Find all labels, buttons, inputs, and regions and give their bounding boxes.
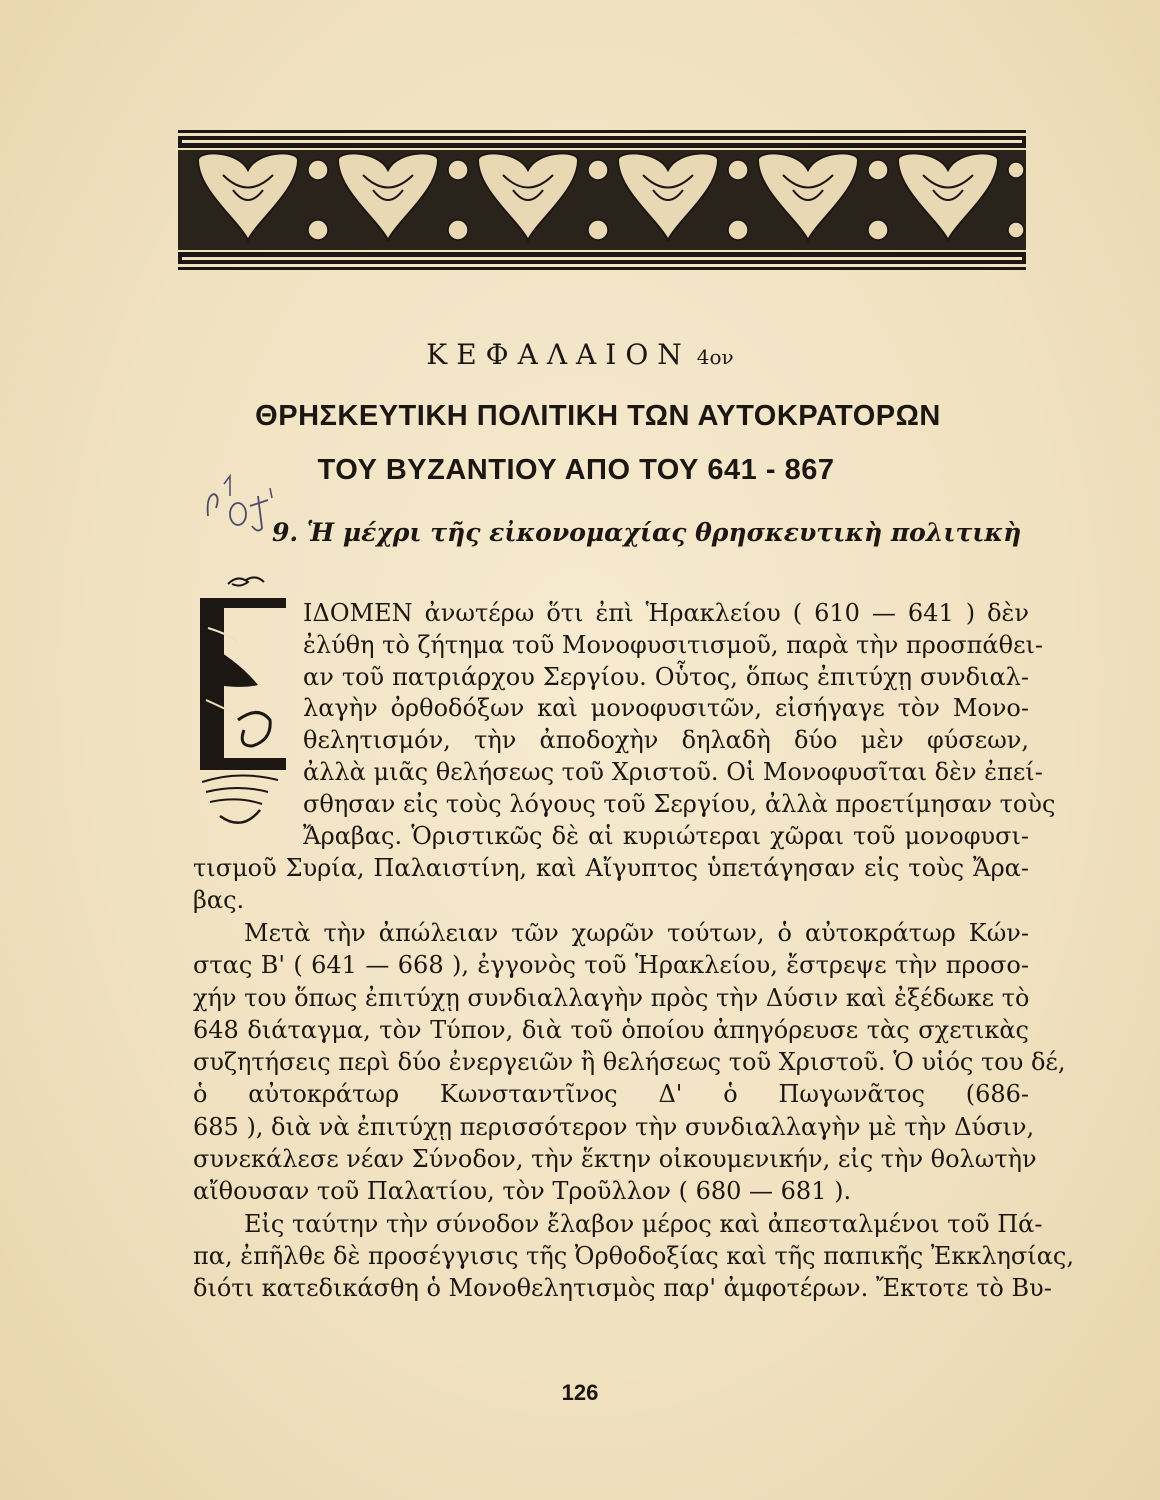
body-line: ἀλλὰ μιᾶς θελήσεως τοῦ Χριστοῦ. Οἱ Μονοφυσῖται δὲν ἐπεί- [303, 758, 1043, 786]
page-number: 126 [561, 1380, 599, 1405]
ornamental-border [178, 130, 1026, 270]
body-line: 648 διάταγμα, τὸν Τύπον, διὰ τοῦ ὁποίου ἀπηγόρευσε τὰς σχετικὰς [193, 1016, 1029, 1044]
body-line: στας Β' ( 641 — 668 ), ἐγγονὸς τοῦ Ἡρακλείου, ἔστρεψε τὴν προσο- [193, 951, 1029, 979]
body-line: ὁ αὐτοκράτωρ Κωνσταντῖνος Δ' ὁ Πωγωνᾶτος (686- [193, 1080, 1029, 1108]
section-heading: 9. Ἡ μέχρι τῆς εἰκονομαχίας θρησκευτικὴ πολιτικὴ [272, 518, 1022, 547]
chapter-heading [0, 338, 1160, 371]
body-line: σθησαν εἰς τοὺς λόγους τοῦ Σεργίου, ἀλλὰ προετίμησαν τοὺς [303, 790, 1056, 818]
chapter-title-line1: ΘΡΗΣΚΕΥΤΙΚΗ ΠΟΛΙΤΙΚΗ ΤΩΝ ΑΥΤΟΚΡΑΤΟΡΩΝ [255, 400, 941, 432]
body-line: ἐλύθη τὸ ζήτημα τοῦ Μονοφυσιτισμοῦ, παρὰ τὴν προσπάθει- [303, 631, 1044, 659]
body-line: βας. [193, 886, 245, 914]
chapter-number: 4ον [696, 345, 734, 369]
body-line: ΙΔΟΜΕΝ ἀνωτέρω ὅτι ἐπὶ Ἡρακλείου ( 610 — 641 ) δὲν [303, 599, 1029, 627]
body-line: χήν του ὅπως ἐπιτύχῃ συνδιαλλαγὴν πρὸς τὴν Δύσιν καὶ ἐξέδωκε τὸ [193, 984, 1030, 1012]
body-line: πα, ἐπῆλθε δὲ προσέγγισις τῆς Ὀρθοδοξίας καὶ τῆς παπικῆς Ἐκκλησίας, [193, 1242, 1074, 1270]
body-line: θελητισμόν, τὴν ἀποδοχὴν δηλαδὴ δύο μὲν φύσεων, [303, 726, 1029, 754]
chapter-label: ΚΕΦΑΛΑΙΟΝ [426, 338, 691, 371]
dropcap-epsilon [198, 570, 288, 840]
body-line: αν τοῦ πατριάρχου Σεργίου. Οὗτος, ὅπως ἐπιτύχῃ συνδιαλ- [303, 663, 1029, 691]
body-line: συζητήσεις περὶ δύο ἐνεργειῶν ἢ θελήσεως τοῦ Χριστοῦ. Ὁ υἱός του δέ, [193, 1048, 1066, 1076]
body-line: τισμοῦ Συρία, Παλαιστίνη, καὶ Αἴγυπτος ὑπετάγησαν εἰς τοὺς Ἄρα- [193, 854, 1029, 882]
body-line: διότι κατεδικάσθη ὁ Μονοθελητισμὸς παρ' ἀμφοτέρων. Ἔκτοτε τὸ Βυ- [193, 1274, 1052, 1302]
body-line: Εἰς ταύτην τὴν σύνοδον ἔλαβον μέρος καὶ ἀπεσταλμένοι τοῦ Πά- [244, 1210, 1043, 1238]
body-line: αἴθουσαν τοῦ Παλατίου, τὸν Τροῦλλον ( 680 — 681 ). [193, 1177, 852, 1205]
body-line: συνεκάλεσε νέαν Σύνοδον, τὴν ἕκτην οἰκουμενικήν, εἰς τὴν θολωτὴν [193, 1145, 1037, 1173]
body-line: 685 ), διὰ νὰ ἐπιτύχῃ περισσότερον τὴν συνδιαλλαγὴν μὲ τὴν Δύσιν, [193, 1113, 1035, 1141]
chapter-title-line2: ΤΟΥ ΒΥΖΑΝΤΙΟΥ ΑΠΟ ΤΟΥ 641 - 867 [317, 454, 835, 486]
body-line: Ἄραβας. Ὁριστικῶς δὲ αἱ κυριώτεραι χῶραι τοῦ μονοφυσι- [303, 822, 1029, 850]
body-line: Μετὰ τὴν ἀπώλειαν τῶν χωρῶν τούτων, ὁ αὐτοκράτωρ Κών- [244, 919, 1029, 947]
body-line: λαγὴν ὀρθοδόξων καὶ μονοφυσιτῶν, εἰσήγαγε τὸν Μονο- [303, 694, 1029, 722]
